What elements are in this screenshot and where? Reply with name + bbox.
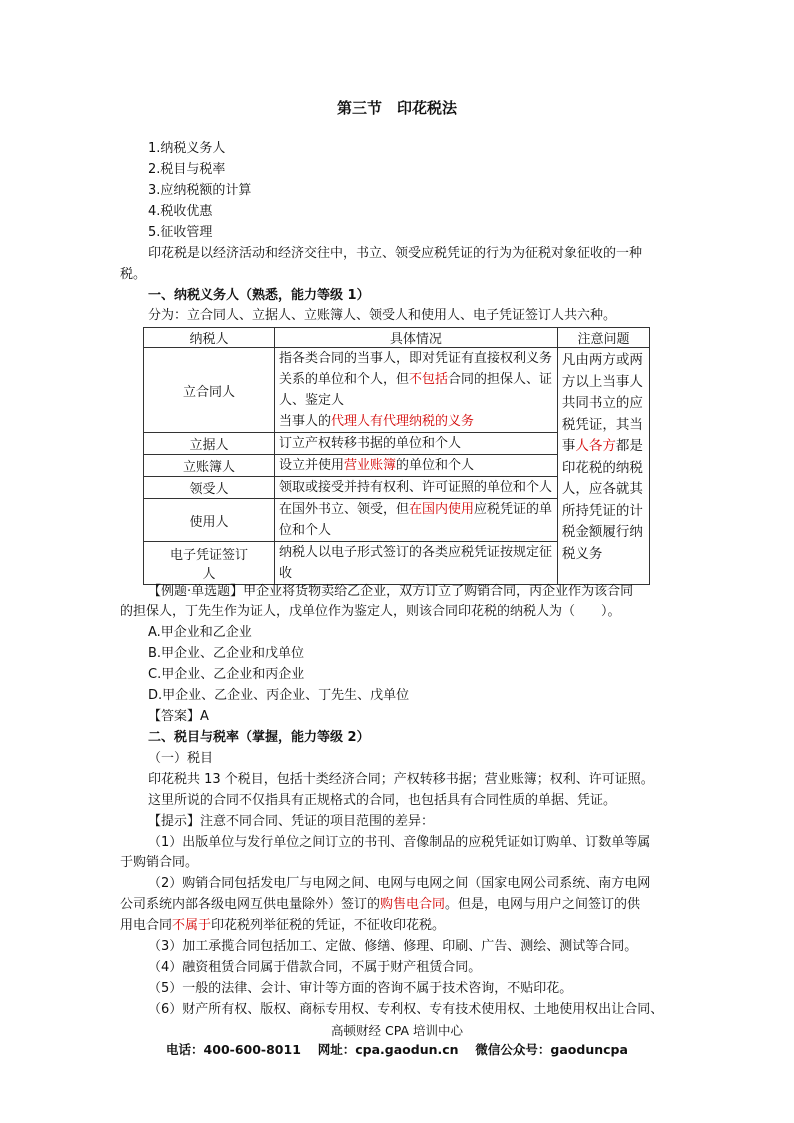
taxpayer-desc: 订立产权转移书据的单位和个人 xyxy=(274,433,557,455)
note-item: （2）购销合同包括发电厂与电网之间、电网与电网之间（国家电网公司系统、南方电网 xyxy=(148,876,651,891)
note-item: 于购销合同。 xyxy=(120,855,199,870)
taxpayer-desc: 指各类合同的当事人，即对凭证有直接权利义务关系的单位和个人，但不包括合同的担保人、证人、鉴定人 当事人的代理人有代理纳税的义务 xyxy=(274,348,557,433)
note-item: （6）财产所有权、版权、商标专用权、专利权、专有技术使用权、土地使用权出让合同、 xyxy=(148,1002,664,1017)
taxpayer-name: 电子凭证签订人 xyxy=(144,542,275,585)
example-option: B.甲企业、乙企业和戊单位 xyxy=(148,646,305,661)
example-option: A.甲企业和乙企业 xyxy=(148,625,252,640)
note-item: （5）一般的法律、会计、审计等方面的咨询不属于技术咨询，不贴印花。 xyxy=(148,981,573,996)
taxpayer-name: 立据人 xyxy=(144,433,275,455)
intro-line: 税。 xyxy=(120,267,147,282)
paragraph: 印花税共 13 个税目，包括十类经济合同；产权转移书据；营业账簿；权利、许可证照。 xyxy=(148,772,654,787)
note-item: 用电合同不属于印花税列举征税的凭证，不征收印花税。 xyxy=(120,918,446,933)
example-question: 【例题·单选题】甲企业将货物卖给乙企业，双方订立了购销合同，丙企业作为该合同 xyxy=(148,584,634,599)
page-title: 第三节 印花税法 xyxy=(336,99,457,117)
note-item: （4）融资租赁合同属于借款合同，不属于财产租赁合同。 xyxy=(148,960,482,975)
taxpayer-table xyxy=(143,327,650,585)
taxpayer-desc: 领取或接受并持有权利、许可证照的单位和个人 xyxy=(274,477,557,499)
taxpayer-desc: 纳税人以电子形式签订的各类应税凭证按规定征收 xyxy=(274,542,557,585)
section1-heading: 一、纳税义务人（熟悉，能力等级 1） xyxy=(148,288,370,303)
section2-subheading: （一）税目 xyxy=(148,751,214,766)
toc-item: 3.应纳税额的计算 xyxy=(148,183,252,198)
example-answer: 【答案】A xyxy=(148,709,209,724)
taxpayer-desc: 在国外书立、领受，但在国内使用应税凭证的单位和个人 xyxy=(274,499,557,542)
taxpayer-name: 领受人 xyxy=(144,477,275,499)
section2-heading: 二、税目与税率（掌握，能力等级 2） xyxy=(148,730,370,745)
example-option: D.甲企业、乙企业、丙企业、丁先生、戊单位 xyxy=(148,688,410,703)
tip: 【提示】注意不同合同、凭证的项目范围的差异： xyxy=(148,814,435,829)
note-item: （3）加工承揽合同包括加工、定做、修缮、修理、印刷、广告、测绘、测试等合同。 xyxy=(148,939,638,954)
section1-lead: 分为：立合同人、立据人、立账簿人、领受人和使用人、电子凭证签订人共六种。 xyxy=(148,308,617,323)
table-header: 注意问题 xyxy=(557,328,649,348)
table-header: 纳税人 xyxy=(144,328,275,348)
note-cell: 凡由两方或两方以上当事人共同书立的应税凭证，其当事人各方都是印花税的纳税人，应各就其所持凭证的计税金额履行纳税义务 xyxy=(557,348,649,585)
table-row xyxy=(144,348,650,433)
example-question: 的担保人，丁先生作为证人，戊单位作为鉴定人，则该合同印花税的纳税人为（ ）。 xyxy=(120,604,621,619)
toc-item: 5.征收管理 xyxy=(148,225,213,240)
footer-org: 高顿财经 CPA 培训中心 xyxy=(331,1023,463,1038)
toc-item: 2.税目与税率 xyxy=(148,162,226,177)
table-header-row xyxy=(144,328,650,348)
taxpayer-name: 立合同人 xyxy=(144,348,275,433)
note-item: 公司系统内部各级电网互供电量除外）签订的购售电合同。但是，电网与用户之间签订的供 xyxy=(120,897,641,912)
example-option: C.甲企业、乙企业和丙企业 xyxy=(148,667,305,682)
taxpayer-desc: 设立并使用营业账簿的单位和个人 xyxy=(274,455,557,477)
toc-item: 1.纳税义务人 xyxy=(148,141,226,156)
intro-line: 印花税是以经济活动和经济交往中，书立、领受应税凭证的行为为征税对象征收的一种 xyxy=(148,246,643,261)
toc-item: 4.税收优惠 xyxy=(148,204,213,219)
footer-contact: 电话：400-600-8011 网址：cpa.gaodun.cn 微信公众号：gaoduncpa xyxy=(166,1042,628,1057)
taxpayer-name: 使用人 xyxy=(144,499,275,542)
paragraph: 这里所说的合同不仅指具有正规格式的合同，也包括具有合同性质的单据、凭证。 xyxy=(148,793,617,808)
note-item: （1）出版单位与发行单位之间订立的书刊、音像制品的应税凭证如订购单、订数单等属 xyxy=(148,835,651,850)
table-header: 具体情况 xyxy=(274,328,557,348)
taxpayer-name: 立账簿人 xyxy=(144,455,275,477)
